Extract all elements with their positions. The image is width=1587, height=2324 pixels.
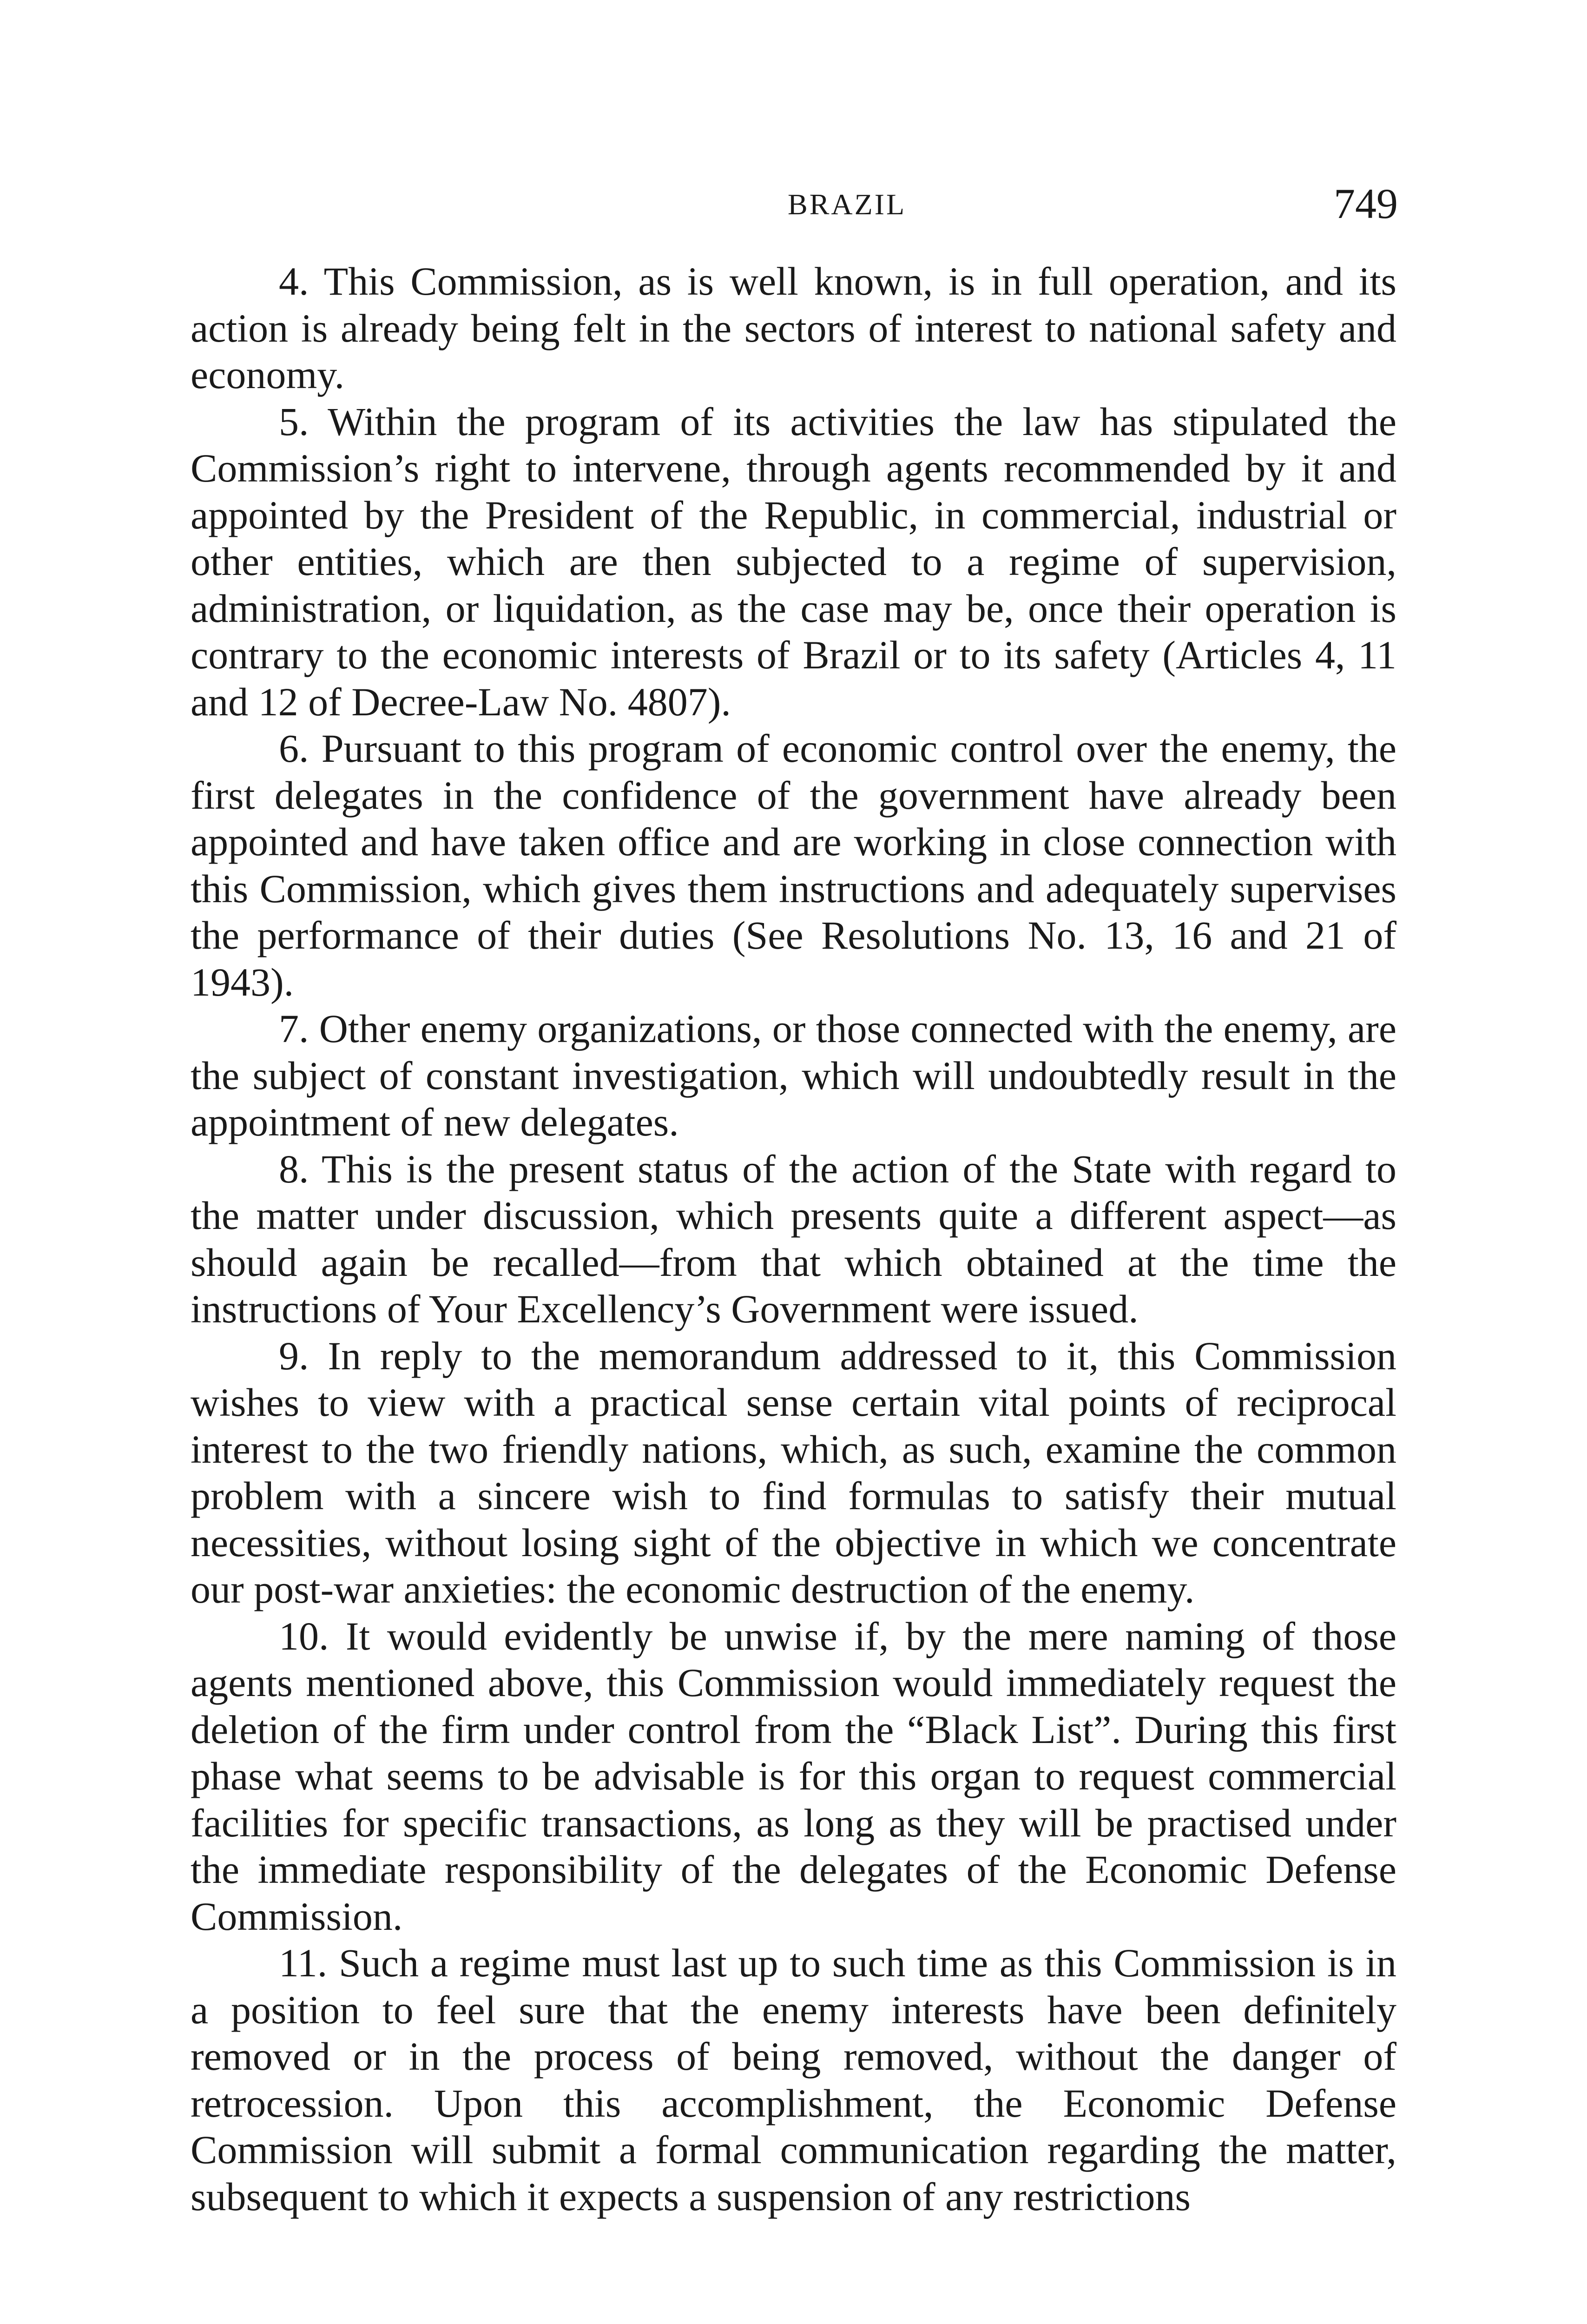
paragraph-4: 4. This Commission, as is well known, is in full operation, and its action is already being felt in the sectors of interest to national safety and economy. [191,259,1396,397]
paragraph-9: 9. In reply to the memorandum addressed to it, this Commission wishes to view with a practical sense certain vital points of reciprocal interest to the two friendly nations, which, as such, examine the common problem with a sincere wish to find formulas to satisfy their mutual necessities, without losing sight of the objective in which we concentrate our post-war anxieties: the economic destruction of the enemy. [191,1333,1396,1611]
page-number: 749 [1334,180,1398,227]
paragraph-8: 8. This is the present status of the action of the State with regard to the matter under discussion, which presents quite a different aspect—as should again be recalled—from that which obtained at the time the instructions of Your Excellency’s Government were issued. [191,1146,1396,1331]
paragraph-6: 6. Pursuant to this program of economic control over the enemy, the first delegates in the confidence of the government have already been appointed and have taken office and are working in close connection with this Commission, which gives them instructions and adequately supervises the performance of their duties (See Resolutions No. 13, 16 and 21 of 1943). [191,726,1396,1004]
paragraph-10: 10. It would evidently be unwise if, by the mere naming of those agents mentioned above, this Commission would immediately request the deletion of the firm under control from the “Black List”. During this first phase what seems to be advisable is for this organ to request commercial facilities for specific transactions, as long as they will be practised under the immediate responsibility of the delegates of the Economic Defense Commission. [191,1613,1396,1939]
running-title: BRAZIL [788,188,907,221]
paragraph-7: 7. Other enemy organizations, or those connected with the enemy, are the subject of constant investigation, which will undoubtedly result in the appointment of new delegates. [191,1006,1396,1144]
paragraph-5: 5. Within the program of its activities the law has stipulated the Commission’s right to intervene, through agents recommended by it and appointed by the President of the Republic, in commercial, industrial or other entities, which are then subjected to a regime of supervision, administration, or liquidation, as the case may be, once their operation is contrary to the economic interests of Brazil or to its safety (Articles 4, 11 and 12 of Decree-Law No. 4807). [191,399,1396,724]
body-text [191,258,1396,2220]
running-header [0,179,1587,235]
paragraph-11: 11. Such a regime must last up to such time as this Commission is in a position to feel sure that the enemy interests have been definitely removed or in the process of being removed, without the danger of retrocession. Upon this accomplishment, the Economic Defense Commission will submit a formal communication regarding the matter, subsequent to which it expects a suspension of any restrictions [191,1941,1396,2219]
